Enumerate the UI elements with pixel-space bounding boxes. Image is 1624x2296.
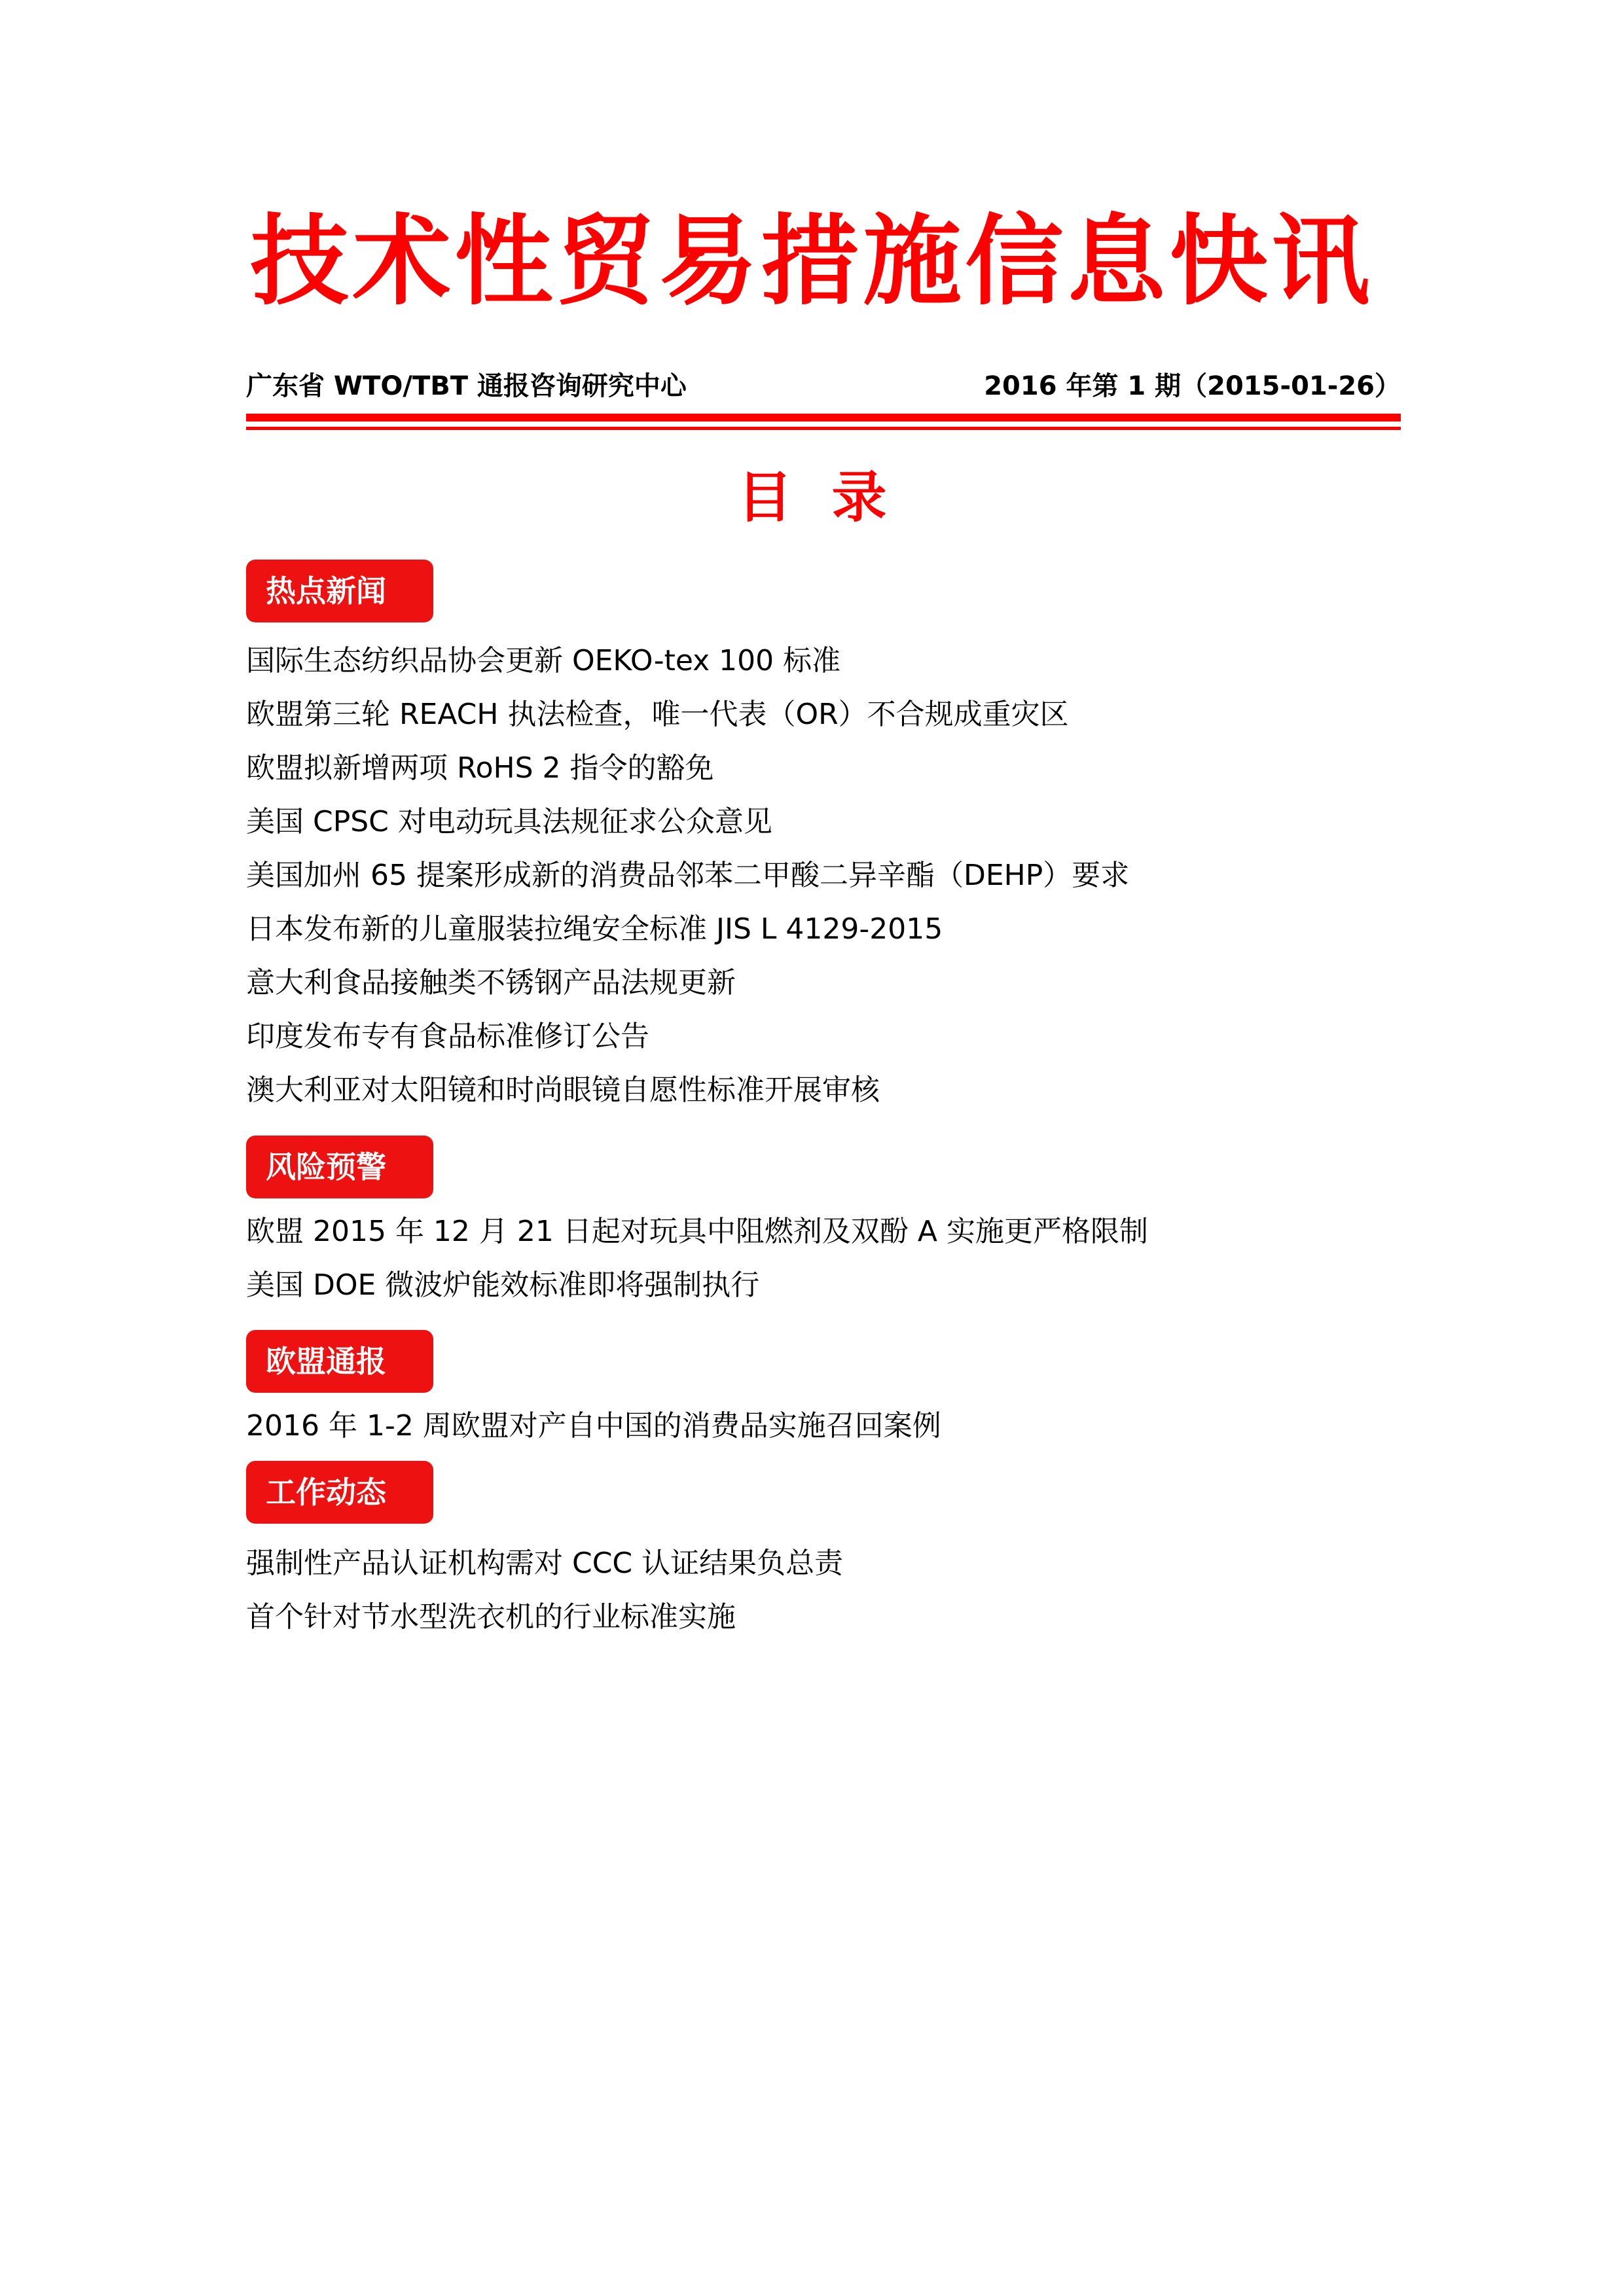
toc-item[interactable]: 强制性产品认证机构需对 CCC 认证结果负总责 xyxy=(246,1547,844,1580)
eu-notification-list xyxy=(246,1399,1401,1453)
section-tag-eu-notification[interactable]: 欧盟通报 xyxy=(246,1330,433,1393)
toc-item[interactable]: 首个针对节水型洗衣机的行业标准实施 xyxy=(246,1600,736,1634)
section-eu-notification xyxy=(246,1330,1401,1453)
header-rule-thin xyxy=(246,427,1401,430)
toc-title: 目录 xyxy=(737,465,926,529)
section-tag-work-updates[interactable]: 工作动态 xyxy=(246,1461,433,1524)
header-rule-thick xyxy=(246,414,1401,422)
toc-item[interactable]: 国际生态纺织品协会更新 OEKO-tex 100 标准 xyxy=(246,644,841,677)
publication-bar xyxy=(246,367,1401,406)
toc-item[interactable]: 澳大利亚对太阳镜和时尚眼镜自愿性标准开展审核 xyxy=(246,1073,880,1107)
toc-item[interactable]: 印度发布专有食品标准修订公告 xyxy=(246,1020,649,1053)
toc-item[interactable]: 美国 CPSC 对电动玩具法规征求公众意见 xyxy=(246,805,772,838)
section-tag-risk-warning[interactable]: 风险预警 xyxy=(246,1136,433,1198)
hot-news-list xyxy=(246,634,1401,1117)
section-hot-news xyxy=(246,560,1401,1117)
section-tag-hot-news[interactable]: 热点新闻 xyxy=(246,560,433,622)
publisher-name: 广东省 WTO/TBT 通报咨询研究中心 xyxy=(246,371,687,401)
risk-warning-list xyxy=(246,1205,1401,1312)
toc-item[interactable]: 意大利食品接触类不锈钢产品法规更新 xyxy=(246,966,736,999)
toc-item[interactable]: 欧盟 2015 年 12 月 21 日起对玩具中阻燃剂及双酚 A 实施更严格限制 xyxy=(246,1215,1148,1248)
toc-item[interactable]: 美国 DOE 微波炉能效标准即将强制执行 xyxy=(246,1268,760,1302)
section-risk-warning xyxy=(246,1136,1401,1312)
toc-item[interactable]: 日本发布新的儿童服装拉绳安全标准 JIS L 4129-2015 xyxy=(246,912,943,946)
toc-item[interactable]: 2016 年 1-2 周欧盟对产自中国的消费品实施召回案例 xyxy=(246,1409,941,1443)
section-work-updates xyxy=(246,1461,1401,1644)
toc-item[interactable]: 欧盟拟新增两项 RoHS 2 指令的豁免 xyxy=(246,751,714,785)
toc-item[interactable]: 欧盟第三轮 REACH 执法检查，唯一代表（OR）不合规成重灾区 xyxy=(246,698,1069,731)
issue-info: 2016 年第 1 期（2015-01-26） xyxy=(984,371,1401,401)
newsletter-title: 技术性贸易措施信息快讯 xyxy=(250,205,1374,319)
work-updates-list xyxy=(246,1537,1401,1644)
toc-item[interactable]: 美国加州 65 提案形成新的消费品邻苯二甲酸二异辛酯（DEHP）要求 xyxy=(246,859,1130,892)
